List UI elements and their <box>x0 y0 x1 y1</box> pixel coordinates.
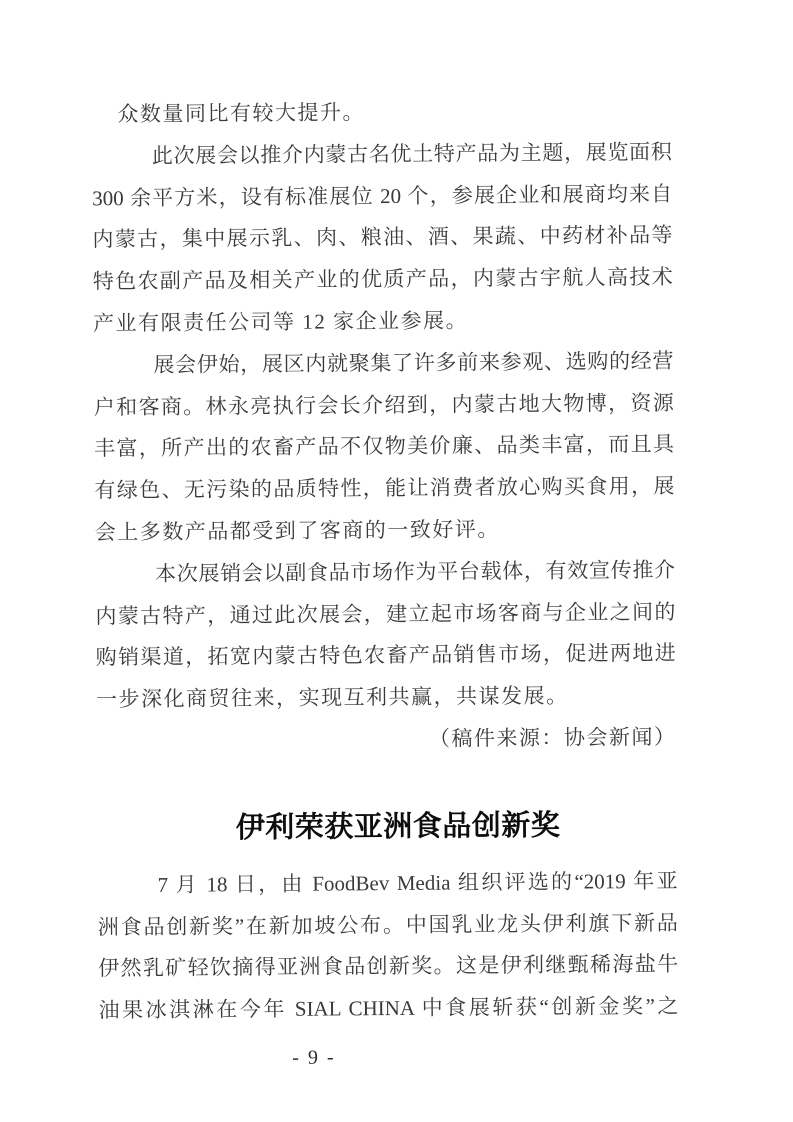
paragraph <box>92 132 674 346</box>
source-attribution: （稿件来源：协会新闻） <box>428 724 677 751</box>
text-column <box>91 90 678 1032</box>
text-line: 内蒙古特产，通过此次展会，建立起市场客商与企业之间的 <box>95 599 676 628</box>
text-line: 产业有限责任公司等 12 家企业参展。 <box>93 308 469 336</box>
text-line: 特色农副产品及相关产业的优质产品，内蒙古宇航人高技术 <box>92 265 673 294</box>
paragraph <box>95 550 676 722</box>
text-line: 会上多数产品都受到了客商的一致好评。 <box>94 517 500 545</box>
paragraph <box>91 90 671 136</box>
text-line: 300 余平方米，设有标准展位 20 个，参展企业和展商均来自 <box>92 181 673 210</box>
text-line: 有绿色、无污染的品质特性，能让消费者放心购买食用，展 <box>94 473 675 503</box>
text-line: 此次展会以推介内蒙古名优土特产品为主题，展览面积 <box>151 139 672 168</box>
article-title: 伊利荣获亚洲食品创新奖 <box>235 809 561 845</box>
text-line: 本次展销会以副食品市场作为平台载体，有效宣传推介 <box>155 557 676 586</box>
text-line: 内蒙古，集中展示乳、肉、粮油、酒、果蔬、中药材补品等 <box>92 223 673 252</box>
page-number: - 9 - <box>292 1046 336 1069</box>
text-line: 伊然乳矿轻饮摘得亚洲食品创新奖。这是伊利继甄稀海盐牛 <box>98 952 679 981</box>
text-line: 展会伊始，展区内就聚集了许多前来参观、选购的经营 <box>153 348 674 377</box>
paragraph <box>97 861 678 1033</box>
text-line: 户和客商。林永亮执行会长介绍到，内蒙古地大物博，资源 <box>93 390 674 419</box>
paragraph <box>93 341 675 555</box>
text-line: 众数量同比有较大提升。 <box>117 100 366 127</box>
text-line: 丰富，所产出的农畜产品不仅物美价廉、品类丰富，而且具 <box>94 432 675 461</box>
text-line: 洲食品创新奖”在新加坡公布。中国乳业龙头伊利旗下新品 <box>97 910 678 939</box>
text-line: 7 月 18 日，由 FoodBev Media 组织评选的“2019 年亚 <box>157 868 678 897</box>
text-line: 一步深化商贸往来，实现互利共赢，共谋发展。 <box>95 683 569 712</box>
text-line: 购销渠道，拓宽内蒙古特色农畜产品销售市场，促进两地进 <box>95 641 676 670</box>
text-line: 油果冰淇淋在今年 SIAL CHINA 中食展斩获“创新金奖”之 <box>98 993 679 1023</box>
